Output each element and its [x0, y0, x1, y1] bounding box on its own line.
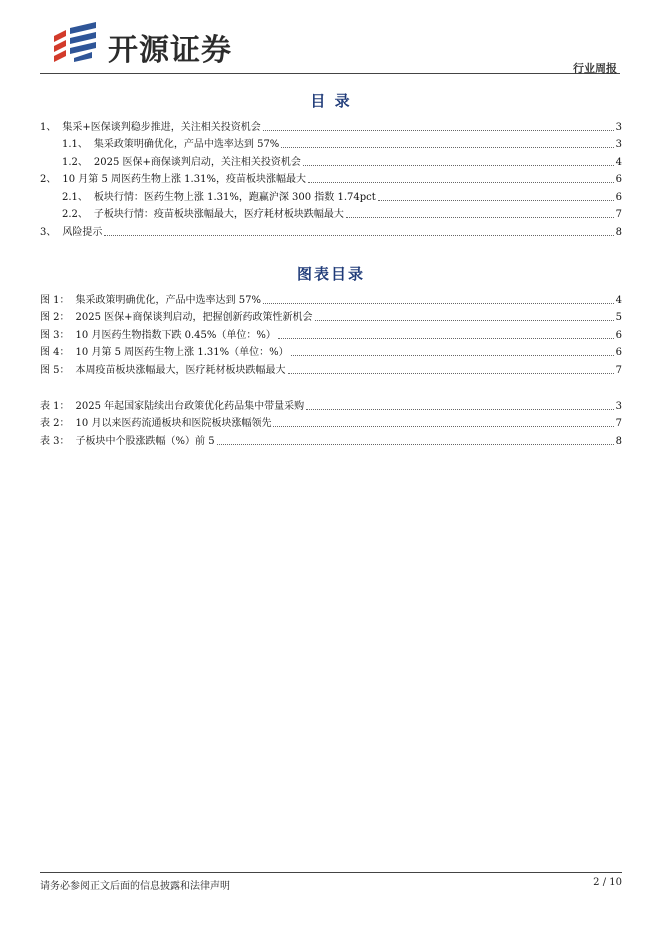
- toc-entry-label: [62, 157, 301, 169]
- dot-leader: [315, 319, 614, 321]
- dot-leader: [378, 199, 614, 201]
- figure-entry-label: [40, 330, 276, 342]
- toc-entry-number: 3、: [40, 226, 57, 238]
- toc-entry-page: 3: [615, 139, 622, 150]
- toc-title: 目 录: [310, 92, 352, 110]
- page-header: [40, 14, 620, 74]
- table-entry[interactable]: [40, 413, 622, 431]
- toc-entry-text: 集采政策明确优化，产品中选率达到 57%: [93, 139, 280, 150]
- toc-entry-page: 8: [615, 226, 622, 238]
- footer-rule: [40, 872, 622, 873]
- toc-entry-text: 风险提示: [62, 226, 103, 238]
- toc-entry[interactable]: [40, 151, 622, 169]
- figure-entry-number: 图 5：: [40, 364, 70, 376]
- toc-list: [40, 116, 622, 239]
- toc-entry-text: 2025 医保+商保谈判启动，关注相关投资机会: [93, 156, 301, 168]
- toc-entry[interactable]: [40, 221, 622, 239]
- table-entry[interactable]: [40, 430, 622, 448]
- toc-entry-page: 6: [615, 191, 622, 203]
- figure-entry[interactable]: [40, 324, 622, 342]
- toc-entry-text: 集采+医保谈判稳步推进，关注相关投资机会: [62, 121, 261, 133]
- figure-entry-label: [40, 295, 261, 307]
- page-number: 2 / 10: [593, 877, 622, 888]
- figure-entry-number: 图 1：: [40, 294, 70, 306]
- toc-entry-page: 4: [615, 156, 622, 168]
- footer-disclaimer: 请务必参阅正文后面的信息披露和法律声明: [40, 881, 230, 892]
- figure-entry-page: 5: [615, 312, 622, 323]
- dot-leader: [346, 216, 614, 218]
- figure-entry-label: [40, 347, 289, 359]
- dot-leader: [278, 337, 614, 339]
- toc-entry-number: 2.1、: [62, 191, 88, 203]
- figure-entry-text: 10 月第 5 周医药生物上涨 1.31%（单位：%）: [75, 347, 289, 358]
- dot-leader: [273, 425, 613, 427]
- toc-entry-number: 2.2、: [62, 209, 88, 220]
- toc-entry-label: [62, 139, 279, 151]
- figure-entry[interactable]: [40, 307, 622, 325]
- table-entry-number: 表 1：: [40, 400, 70, 412]
- figure-entry[interactable]: [40, 289, 622, 307]
- figure-entry-label: [40, 312, 313, 324]
- figure-entry-number: 图 2：: [40, 312, 70, 323]
- figure-entry-text: 10 月医药生物指数下跌 0.45%（单位：%）: [75, 329, 276, 341]
- toc-entry-label: [62, 192, 376, 204]
- toc-entry[interactable]: [40, 169, 622, 187]
- company-logo: [52, 22, 292, 68]
- toc-entry[interactable]: [40, 204, 622, 222]
- toc-entry-text: 板块行情：医药生物上涨 1.31%，跑赢沪深 300 指数 1.74pct: [93, 191, 376, 203]
- figure-entry[interactable]: [40, 342, 622, 360]
- logo-mark-icon: [52, 22, 102, 62]
- table-entry-text: 10 月以来医药流通板块和医院板块涨幅领先: [75, 418, 272, 429]
- table-entry-number: 表 2：: [40, 418, 70, 429]
- dot-leader: [306, 408, 613, 410]
- table-entry-label: [40, 401, 304, 413]
- table-entry-text: 子板块中个股涨跌幅（%）前 5: [75, 435, 215, 447]
- table-entry-page: 3: [615, 400, 622, 412]
- toc-entry[interactable]: [40, 116, 622, 134]
- toc-entry-number: 2、: [40, 174, 57, 185]
- toc-entry-label: [62, 209, 344, 221]
- toc-entry-label: [40, 227, 102, 239]
- table-entry-label: [40, 418, 271, 430]
- figures-title: 图表目录: [296, 265, 365, 283]
- report-type: 行业周报: [573, 62, 617, 75]
- figure-entry-label: [40, 365, 286, 377]
- figure-entry-page: 6: [615, 329, 622, 341]
- table-entry-page: 7: [615, 418, 622, 429]
- toc-entry[interactable]: [40, 186, 622, 204]
- dot-leader: [291, 354, 614, 356]
- toc-entry-number: 1.1、: [62, 139, 88, 150]
- toc-entry-page: 6: [615, 174, 622, 185]
- dot-leader: [263, 302, 614, 304]
- toc-entry-page: 7: [615, 209, 622, 220]
- table-entry[interactable]: [40, 395, 622, 413]
- figure-entry-text: 2025 医保+商保谈判启动，把握创新药政策性新机会: [75, 312, 313, 323]
- toc-entry-text: 子板块行情：疫苗板块涨幅最大，医疗耗材板块跌幅最大: [93, 209, 344, 220]
- toc-entry[interactable]: [40, 134, 622, 152]
- toc-entry-page: 3: [615, 121, 622, 133]
- toc-entry-text: 10 月第 5 周医药生物上涨 1.31%，疫苗板块涨幅最大: [62, 174, 306, 185]
- dot-leader: [263, 129, 614, 131]
- toc-entry-number: 1.2、: [62, 156, 88, 168]
- dot-leader: [288, 372, 614, 374]
- figure-entry-text: 本周疫苗板块涨幅最大，医疗耗材板块跌幅最大: [75, 364, 286, 376]
- table-entry-label: [40, 436, 215, 448]
- figure-list: [40, 289, 622, 377]
- header-rule: [40, 73, 620, 74]
- table-list: [40, 395, 622, 448]
- dot-leader: [217, 443, 614, 445]
- toc-entry-number: 1、: [40, 121, 57, 133]
- figure-entry-number: 图 4：: [40, 347, 70, 358]
- dot-leader: [281, 146, 613, 148]
- table-entry-page: 8: [615, 435, 622, 447]
- dot-leader: [303, 164, 614, 166]
- figure-entry-page: 6: [615, 347, 622, 358]
- dot-leader: [308, 181, 614, 183]
- table-entry-text: 2025 年起国家陆续出台政策优化药品集中带量采购: [75, 400, 305, 412]
- dot-leader: [104, 234, 613, 236]
- toc-entry-label: [40, 174, 306, 186]
- figure-entry[interactable]: [40, 359, 622, 377]
- brand-name: 开源证券: [108, 33, 232, 68]
- figure-entry-number: 图 3：: [40, 329, 70, 341]
- toc-entry-label: [40, 122, 261, 134]
- table-entry-number: 表 3：: [40, 435, 70, 447]
- figure-entry-page: 7: [615, 364, 622, 376]
- figure-entry-page: 4: [615, 294, 622, 306]
- figure-entry-text: 集采政策明确优化，产品中选率达到 57%: [75, 294, 261, 306]
